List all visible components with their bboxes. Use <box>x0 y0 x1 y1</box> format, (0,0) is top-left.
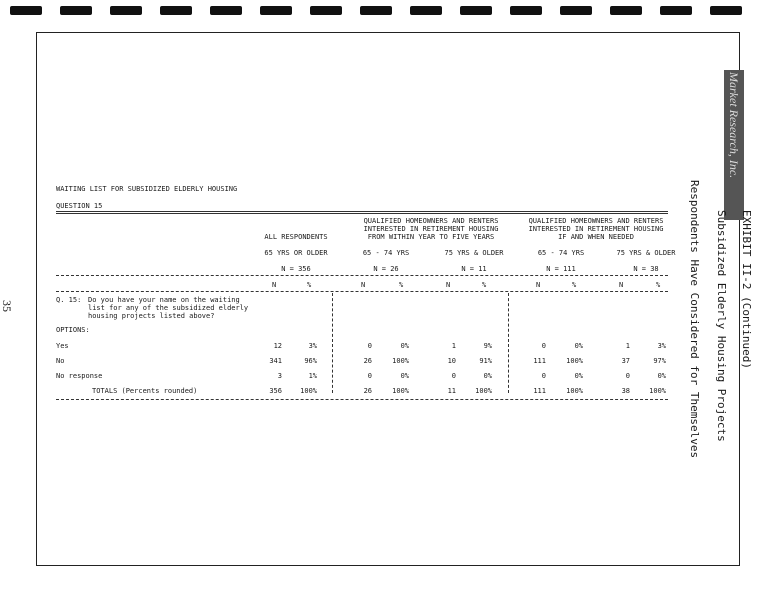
table-cell: 10 <box>447 357 456 365</box>
table-cell: 100% <box>392 357 409 365</box>
table-cell: 1% <box>308 372 317 380</box>
question-text-2: list for any of the subsidized elderly <box>88 304 249 312</box>
table-cell: 0 <box>625 372 630 380</box>
company-logo: Market Research, Inc. <box>724 70 744 220</box>
binder-holes <box>10 6 772 18</box>
base-3: N = 11 <box>461 265 487 273</box>
table-cell: 3% <box>308 342 317 350</box>
exhibit-title: EXHIBIT II-2 (Continued) <box>740 210 753 369</box>
group3-line2: INTERESTED IN RETIREMENT HOUSING <box>528 225 664 233</box>
table-cell: 0% <box>400 342 409 350</box>
question-text-3: housing projects listed above? <box>88 312 215 320</box>
page-number: 35 <box>0 300 14 312</box>
table-cell: 12 <box>273 342 282 350</box>
col-pct-3: % <box>482 281 487 289</box>
col-n-1: N <box>272 281 277 289</box>
row-label: No response <box>56 372 103 380</box>
table-cell: 0 <box>541 372 546 380</box>
table-cell: 3% <box>657 342 666 350</box>
table-cell: 1 <box>625 342 630 350</box>
table-title: WAITING LIST FOR SUBSIDIZED ELDERLY HOUSING <box>56 185 238 193</box>
table-cell: 0 <box>367 372 372 380</box>
table-bottom-rule <box>56 399 668 400</box>
sub-1: 65 YRS OR OLDER <box>264 249 328 257</box>
totals-cell: 100% <box>649 387 666 395</box>
totals-label: TOTALS (Percents rounded) <box>92 387 198 395</box>
group2-line3: FROM WITHIN YEAR TO FIVE YEARS <box>367 233 495 241</box>
table-cell: 37 <box>621 357 630 365</box>
table-cell: 0 <box>541 342 546 350</box>
table-cell: 100% <box>566 357 583 365</box>
table-cell: 0 <box>451 372 456 380</box>
base-4: N = 111 <box>546 265 576 273</box>
totals-cell: 111 <box>533 387 546 395</box>
table-cell: 341 <box>269 357 282 365</box>
group2-line1: QUALIFIED HOMEOWNERS AND RENTERS <box>363 217 499 225</box>
totals-cell: 356 <box>269 387 282 395</box>
sub-4: 65 - 74 YRS <box>537 249 585 257</box>
table-cell: 0% <box>657 372 666 380</box>
options-label: OPTIONS: <box>56 326 90 334</box>
table-cell: 97% <box>653 357 666 365</box>
col-n-5: N <box>619 281 624 289</box>
table-cell: 1 <box>451 342 456 350</box>
base-1: N = 356 <box>281 265 311 273</box>
table-cell: 9% <box>483 342 492 350</box>
question-label: QUESTION 15 <box>56 202 103 210</box>
exhibit-subtitle-2: Respondents Have Considered for Themselves <box>688 180 701 459</box>
totals-cell: 100% <box>300 387 317 395</box>
table-cell: 96% <box>304 357 317 365</box>
totals-cell: 100% <box>392 387 409 395</box>
group3-line3: IF AND WHEN NEEDED <box>558 233 634 241</box>
question-number: Q. 15: <box>56 296 82 304</box>
group2-line2: INTERESTED IN RETIREMENT HOUSING <box>363 225 499 233</box>
totals-cell: 100% <box>566 387 583 395</box>
totals-cell: 38 <box>621 387 630 395</box>
table-cell: 0% <box>400 372 409 380</box>
sub-3: 75 YRS & OLDER <box>444 249 504 257</box>
row-label: Yes <box>56 342 69 350</box>
table-cell: 0% <box>574 372 583 380</box>
table-cell: 111 <box>533 357 546 365</box>
totals-cell: 11 <box>447 387 456 395</box>
group-all-respondents: ALL RESPONDENTS <box>264 233 328 241</box>
table-cell: 3 <box>277 372 282 380</box>
col-pct-1: % <box>307 281 312 289</box>
col-n-2: N <box>361 281 366 289</box>
question-text-1: Do you have your name on the waiting <box>88 296 240 304</box>
table-cell: 0% <box>483 372 492 380</box>
col-n-3: N <box>446 281 451 289</box>
row-label: No <box>56 357 65 365</box>
exhibit-subtitle: Subsidized Elderly Housing Projects <box>715 210 728 442</box>
col-n-4: N <box>536 281 541 289</box>
table-cell: 91% <box>479 357 492 365</box>
totals-cell: 100% <box>475 387 492 395</box>
base-2: N = 26 <box>373 265 399 273</box>
base-5: N = 38 <box>633 265 659 273</box>
sub-5: 75 YRS & OLDER <box>616 249 676 257</box>
col-pct-2: % <box>399 281 404 289</box>
table-cell: 0% <box>574 342 583 350</box>
sub-2: 65 - 74 YRS <box>362 249 410 257</box>
table-cell: 26 <box>363 357 372 365</box>
totals-cell: 26 <box>363 387 372 395</box>
group3-line1: QUALIFIED HOMEOWNERS AND RENTERS <box>528 217 664 225</box>
table-cell: 0 <box>367 342 372 350</box>
col-pct-5: % <box>656 281 661 289</box>
col-pct-4: % <box>572 281 577 289</box>
